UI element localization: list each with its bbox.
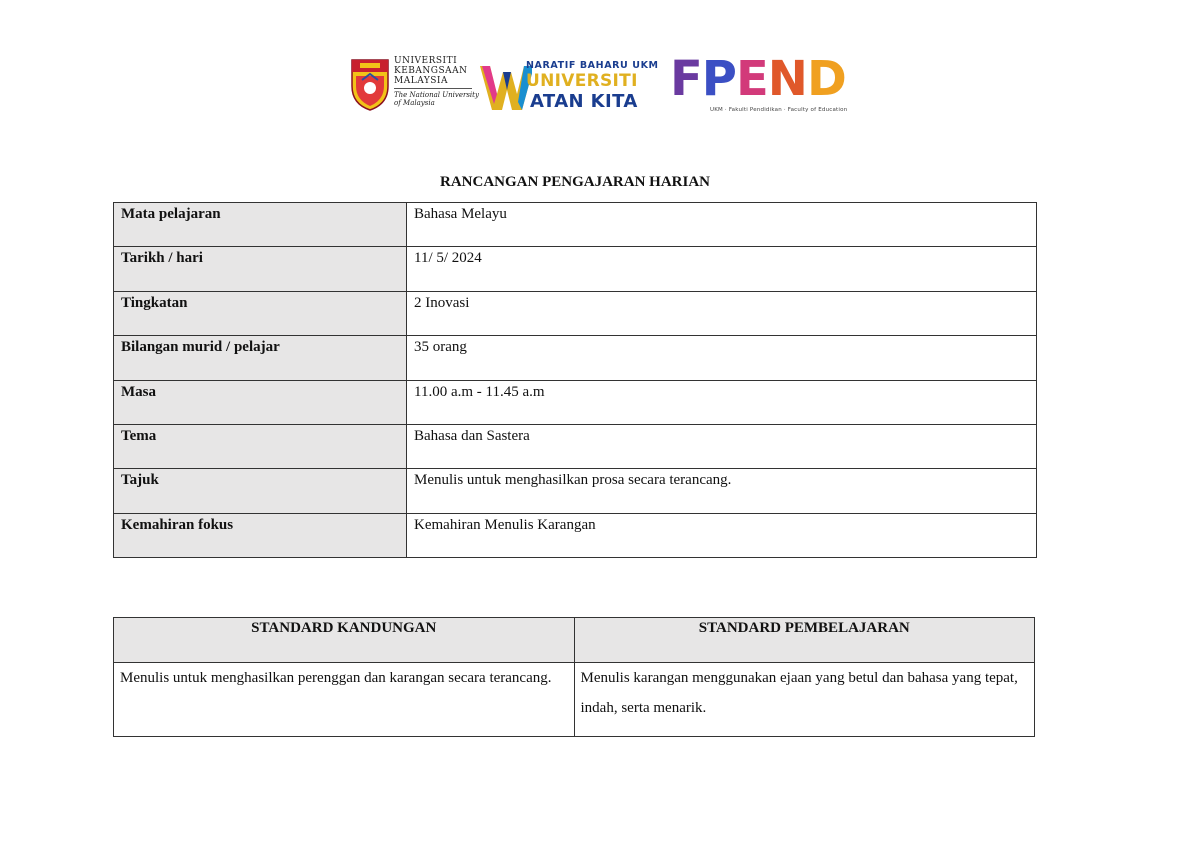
fpend-letter-d: D [806, 51, 846, 107]
ukm-divider [394, 88, 472, 89]
universiti-watan-kita-logo [480, 58, 660, 114]
standards-row [114, 663, 1035, 737]
ukm-line-1: UNIVERSITI [394, 56, 458, 66]
universiti-text: UNIVERSITI [526, 71, 638, 91]
lesson-info-body [114, 203, 1037, 558]
table-row [114, 336, 1037, 380]
row-label: Mata pelajaran [114, 203, 407, 247]
fpend-letter-n: N [767, 51, 807, 107]
table-row [114, 247, 1037, 291]
table-row [114, 203, 1037, 247]
row-value: 11/ 5/ 2024 [407, 247, 1037, 291]
standards-header-row [114, 618, 1035, 663]
table-row [114, 291, 1037, 335]
standard-pembelajaran-header: STANDARD PEMBELAJARAN [574, 618, 1035, 663]
ukm-tagline-1: The National University [394, 91, 479, 99]
standard-kandungan-header: STANDARD KANDUNGAN [114, 618, 575, 663]
row-label: Masa [114, 380, 407, 424]
standard-pembelajaran-cell: Menulis karangan menggunakan ejaan yang betul dan bahasa yang tepat, indah, serta menarik. [574, 663, 1035, 737]
fpend-subtitle: UKM · Fakulti Pendidikan · Faculty of Education [710, 107, 848, 113]
fpend-letter-p: P [701, 51, 736, 107]
ukm-line-3: MALAYSIA [394, 76, 448, 86]
row-label: Kemahiran fokus [114, 513, 407, 557]
fpend-logo [670, 51, 852, 117]
standard-kandungan-cell: Menulis untuk menghasilkan perenggan dan karangan secara terancang. [114, 663, 575, 737]
row-value: 35 orang [407, 336, 1037, 380]
row-label: Tema [114, 424, 407, 468]
table-row [114, 469, 1037, 513]
fpend-letter-f: F [670, 51, 702, 107]
row-value: Menulis untuk menghasilkan prosa secara terancang. [407, 469, 1037, 513]
page-title: RANCANGAN PENGAJARAN HARIAN [440, 174, 710, 190]
row-label: Tarikh / hari [114, 247, 407, 291]
naratif-baharu-text: NARATIF BAHARU UKM [526, 60, 659, 71]
ukm-crest-icon [350, 56, 390, 112]
row-value: 2 Inovasi [407, 291, 1037, 335]
lesson-info-table [113, 202, 1037, 558]
table-row [114, 424, 1037, 468]
ukm-logo [350, 56, 479, 116]
row-label: Tajuk [114, 469, 407, 513]
row-value: Kemahiran Menulis Karangan [407, 513, 1037, 557]
ukm-wordmark [394, 56, 479, 107]
row-value: Bahasa Melayu [407, 203, 1037, 247]
row-value: Bahasa dan Sastera [407, 424, 1037, 468]
watan-kita-text: ATAN KITA [530, 91, 638, 112]
ukm-tagline-2: of Malaysia [394, 99, 435, 107]
ukm-line-2: KEBANGSAAN [394, 66, 468, 76]
fpend-letter-e: E [735, 51, 768, 107]
row-label: Bilangan murid / pelajar [114, 336, 407, 380]
w-letter-icon [480, 58, 532, 114]
standards-table [113, 617, 1035, 737]
fpend-wordmark [670, 53, 846, 105]
table-row [114, 380, 1037, 424]
header-logos [0, 0, 1200, 130]
table-row [114, 513, 1037, 557]
row-value: 11.00 a.m - 11.45 a.m [407, 380, 1037, 424]
row-label: Tingkatan [114, 291, 407, 335]
